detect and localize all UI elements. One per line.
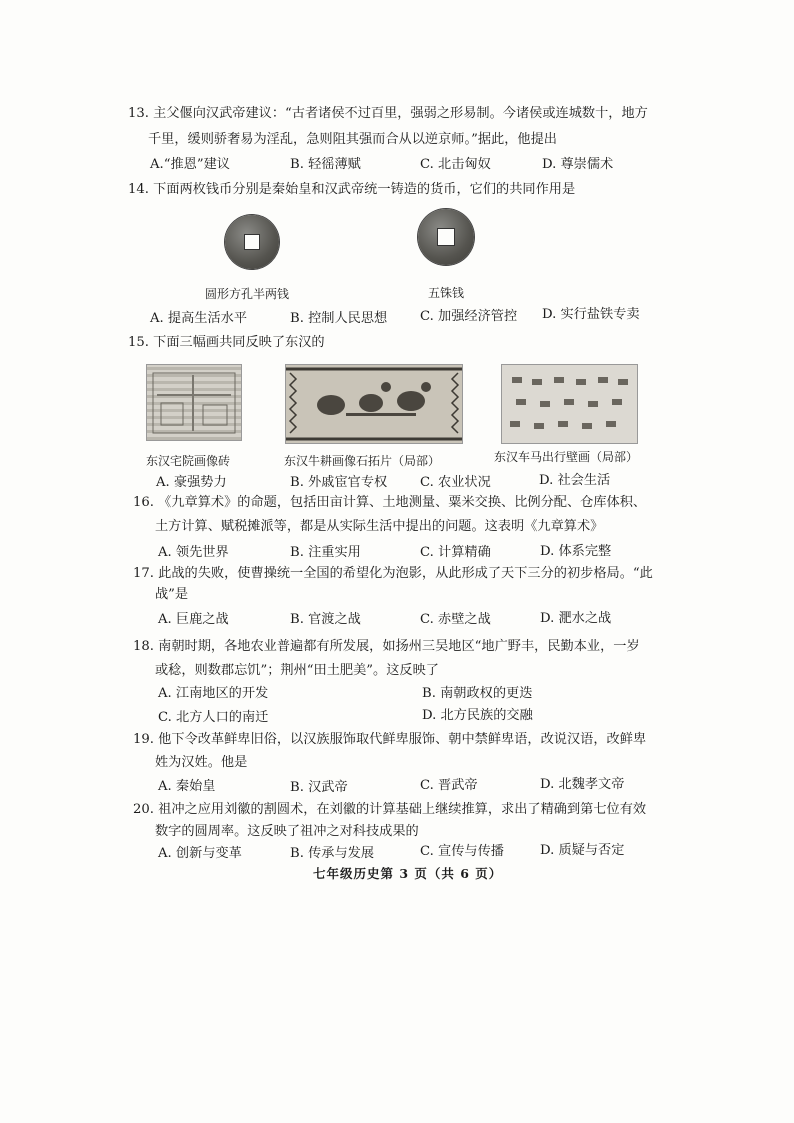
coin1-caption: 圆形方孔半两钱 [205,287,290,301]
q17-option-d: D. 淝水之战 [540,611,612,626]
q19-stem-line2: 姓为汉姓。他是 [155,755,248,770]
img1-caption: 东汉宅院画像砖 [146,454,231,468]
q14-stem-line1: 14. 下面两枚钱币分别是秦始皇和汉武帝统一铸造的货币，它们的共同作用是 [128,182,576,197]
q18-option-a: A. 江南地区的开发 [158,686,269,701]
banliang-coin-image [225,215,279,269]
q14-option-a: A. 提高生活水平 [150,311,248,326]
page-footer: 七年级历史第 3 页（共 6 页） [313,866,503,881]
q16-option-b: B. 注重实用 [290,545,361,560]
eastern-han-courtyard-brick-image [146,364,242,441]
img3-caption: 东汉车马出行壁画（局部） [494,450,639,464]
q16-option-d: D. 体系完整 [540,544,612,559]
q14-option-b: B. 控制人民思想 [290,311,388,326]
q19-option-a: A. 秦始皇 [158,779,216,794]
q18-stem-line1: 18. 南朝时期，各地农业普遍都有所发展，如扬州三吴地区“地广野丰，民勤本业，一岁 [133,639,640,654]
q20-stem-line2: 数字的圆周率。这反映了祖冲之对科技成果的 [155,824,419,839]
q19-option-c: C. 晋武帝 [420,778,478,793]
q18-stem-line2: 或稔，则数郡忘饥”；荆州“田土肥美”。这反映了 [155,663,439,678]
q13-option-c: C. 北击匈奴 [420,157,491,172]
q14-option-d: D. 实行盐铁专卖 [542,307,640,322]
q18-option-d: D. 北方民族的交融 [422,708,533,723]
q16-stem-line2: 土方计算、赋税摊派等，都是从实际生活中提出的问题。这表明《九章算术》 [155,519,604,534]
img2-caption: 东汉牛耕画像石拓片（局部） [284,454,441,468]
q20-stem-line1: 20. 祖冲之应用刘徽的割圆术，在刘徽的计算基础上继续推算，求出了精确到第七位有效 [133,802,647,817]
q19-option-b: B. 汉武帝 [290,780,348,795]
wuzhu-coin-image [418,209,474,265]
q17-stem-line1: 17. 此战的失败，使曹操统一全国的希望化为泡影，从此形成了天下三分的初步格局。“此 [133,566,653,581]
q13-option-d: D. 尊崇儒术 [542,157,614,172]
q15-option-b: B. 外戚宦官专权 [290,475,388,490]
q17-option-a: A. 巨鹿之战 [158,612,229,627]
q20-option-c: C. 宣传与传播 [420,844,504,859]
carriage-procession-mural-image [501,364,638,444]
q15-stem-line1: 15. 下面三幅画共同反映了东汉的 [128,335,325,350]
q15-option-d: D. 社会生活 [539,473,611,488]
q16-option-c: C. 计算精确 [420,545,491,560]
q20-option-a: A. 创新与变革 [158,846,242,861]
q17-option-b: B. 官渡之战 [290,612,361,627]
q18-option-c: C. 北方人口的南迁 [158,710,269,725]
q16-stem-line1: 16. 《九章算术》的命题，包括田亩计算、土地测量、粟米交换、比例分配、仓库体积、 [133,495,647,510]
q15-option-c: C. 农业状况 [420,475,491,490]
q13-option-a: A.“推恩”建议 [150,157,230,172]
q20-option-d: D. 质疑与否定 [540,843,625,858]
coin2-caption: 五铢钱 [428,286,465,300]
q16-option-a: A. 领先世界 [158,545,229,560]
ox-plough-rubbing-image [285,364,463,444]
q15-option-a: A. 豪强势力 [156,475,227,490]
q13-stem-line2: 千里，缓则骄奢易为淫乱，急则阻其强而合从以逆京师。”据此，他提出 [148,132,557,147]
q20-option-b: B. 传承与发展 [290,846,375,861]
q14-option-c: C. 加强经济管控 [420,309,518,324]
q17-option-c: C. 赤壁之战 [420,612,491,627]
q13-option-b: B. 轻徭薄赋 [290,157,361,172]
q19-option-d: D. 北魏孝文帝 [540,777,625,792]
q17-stem-line2: 战”是 [155,587,189,602]
q19-stem-line1: 19. 他下令改革鲜卑旧俗，以汉族服饰取代鲜卑服饰、朝中禁鲜卑语，改说汉语，改鲜卑 [133,732,647,747]
q13-stem-line1: 13. 主父偃向汉武帝建议：“古者诸侯不过百里，强弱之形易制。今诸侯或连城数十，地方 [128,106,648,121]
q18-option-b: B. 南朝政权的更迭 [422,686,533,701]
